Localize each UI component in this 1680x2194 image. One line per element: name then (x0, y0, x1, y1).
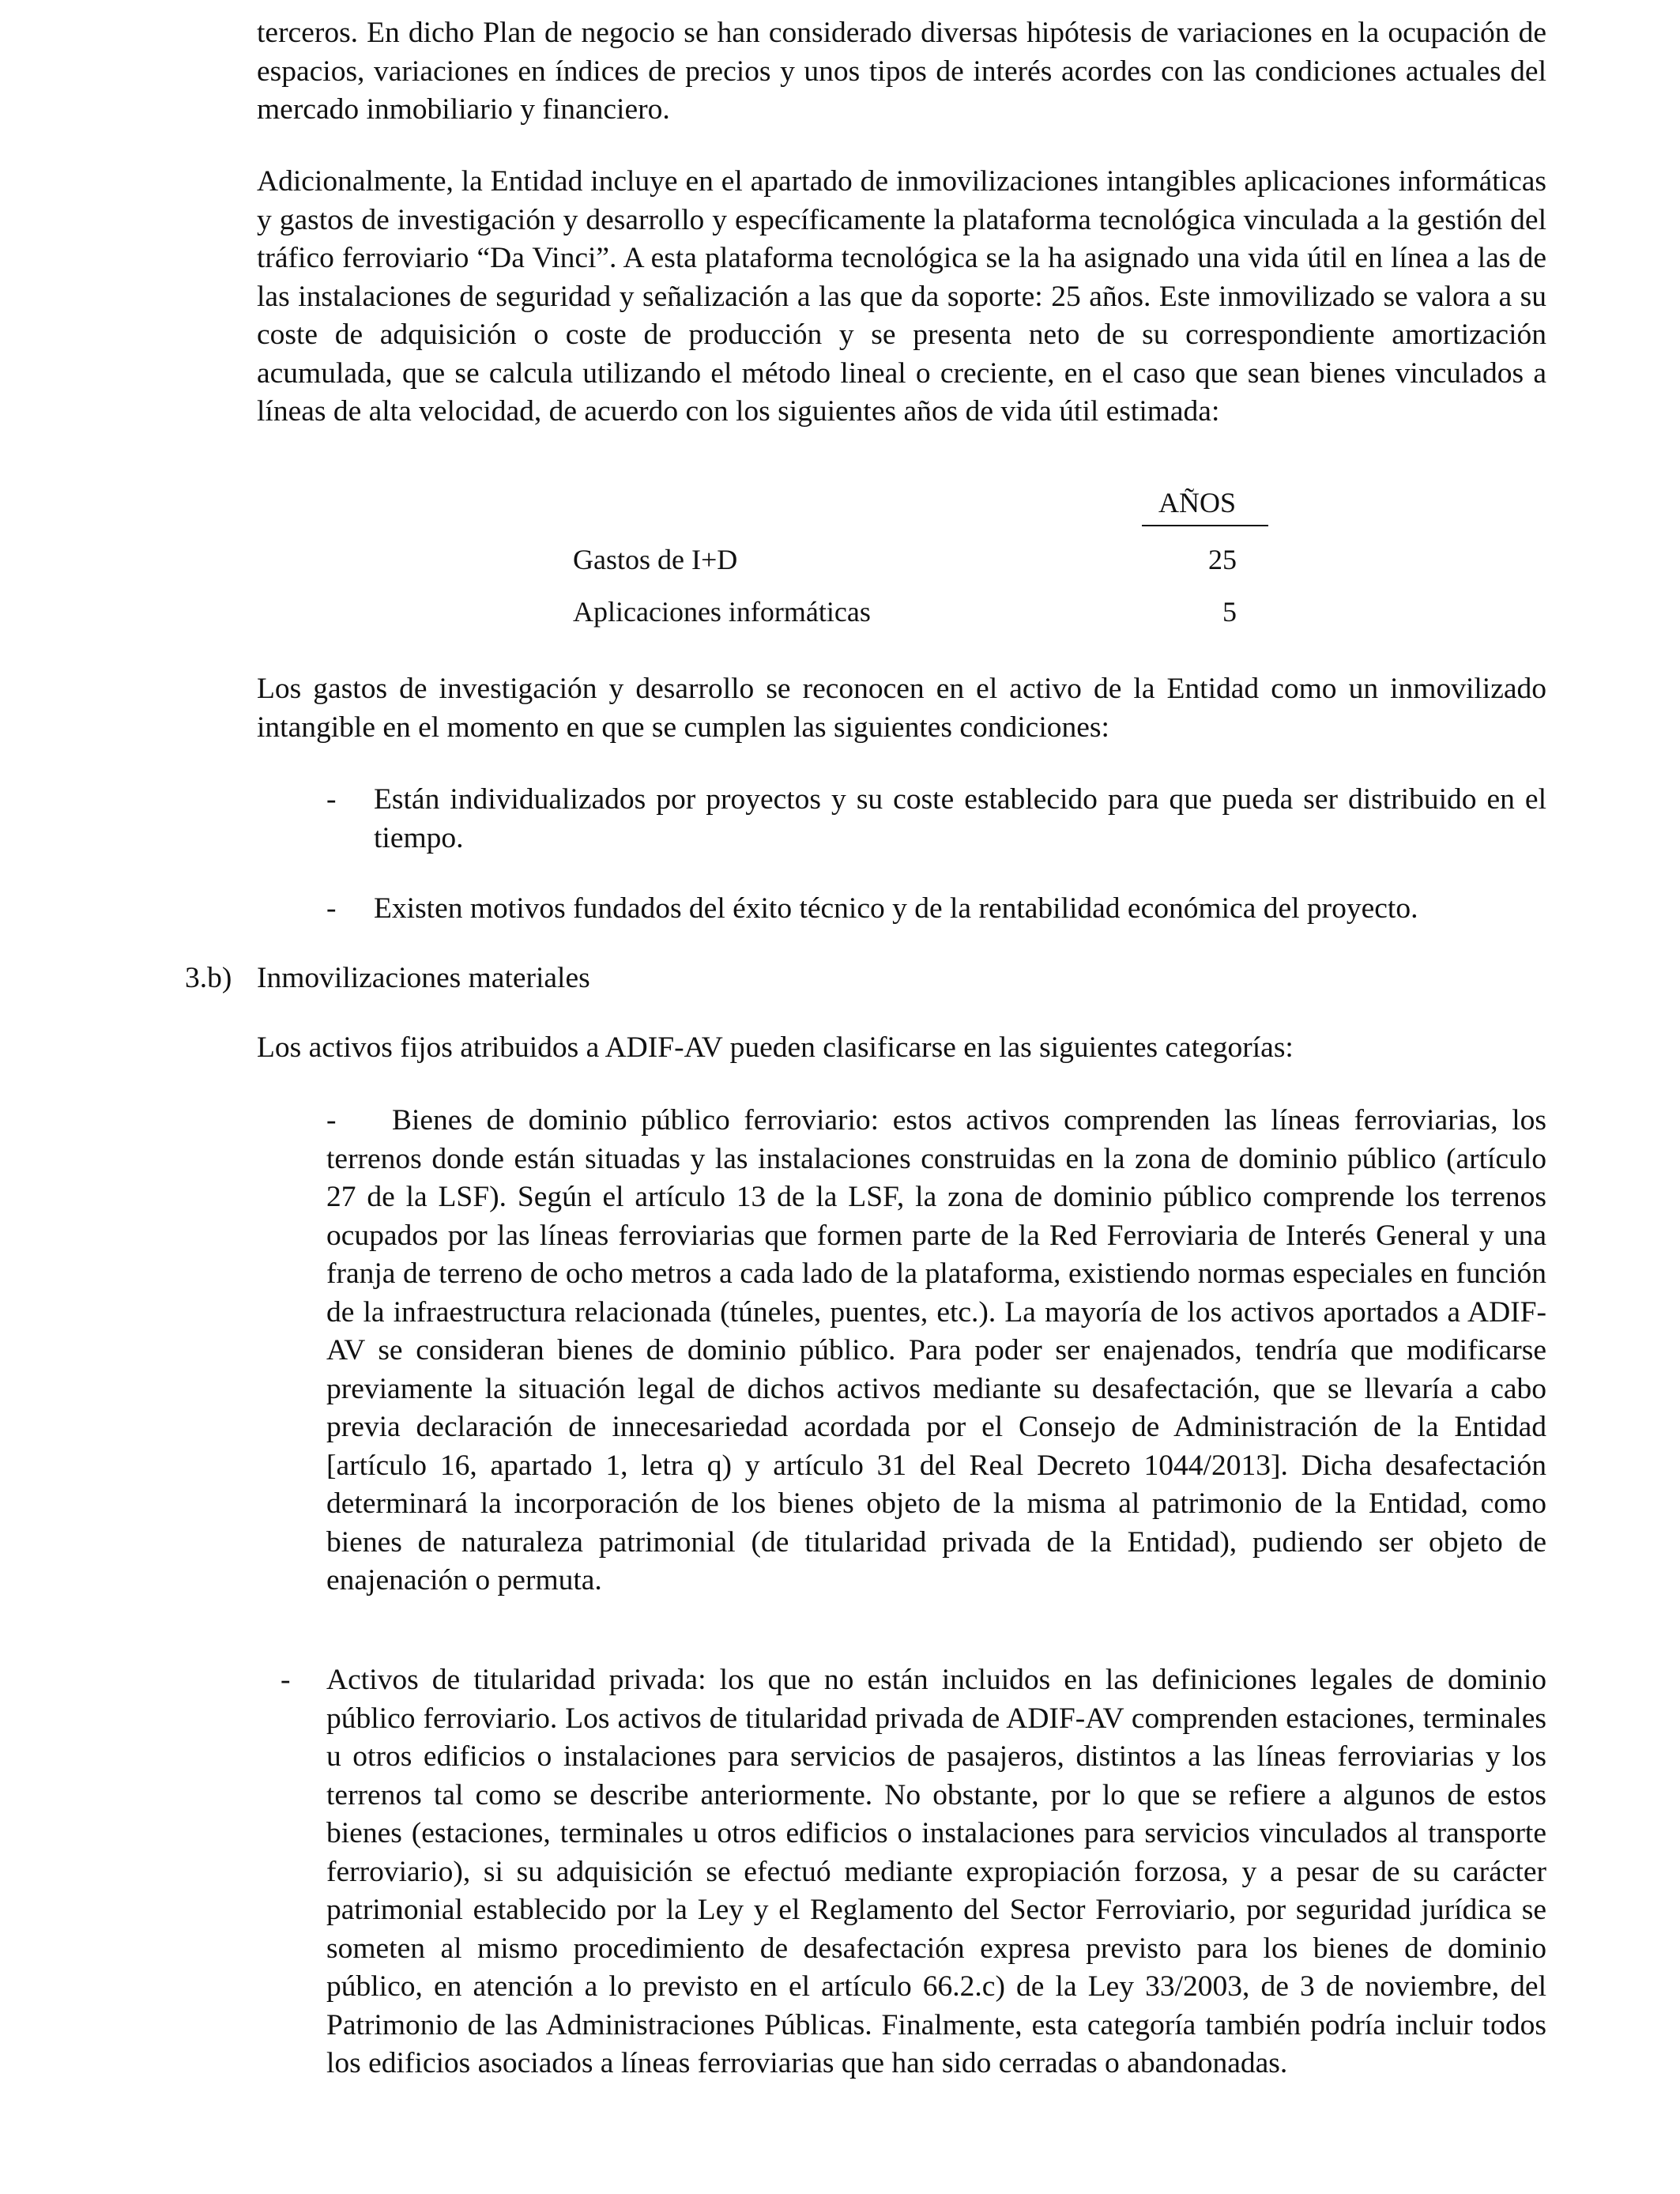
list-dash: - (281, 1664, 291, 1696)
list-item-category-public-domain (326, 1102, 1546, 1600)
table-row (573, 593, 1284, 631)
list-item-category-private (281, 1661, 1546, 2083)
section-title: Inmovilizaciones materiales (257, 962, 590, 994)
useful-life-table (573, 484, 1284, 634)
table-row-label: Gastos de I+D (573, 544, 738, 575)
section-number: 3.b) (185, 962, 232, 994)
list-dash: - (326, 783, 337, 816)
table-row-label: Aplicaciones informáticas (573, 596, 871, 628)
list-item-condition (326, 781, 1546, 858)
list-item-text: Activos de titularidad privada: los que no están incluidos en las definiciones legales de dominio público ferroviario. Los activos de titularidad privada de ADIF-AV comprenden estaciones, terminales u otros edificios o instalaciones para servicios de pasajeros, distintos a las líneas ferroviarias y los terrenos tal como se describe anteriormente. No obstante, por lo que se refiere a algunos de estos bienes (estaciones, terminales u otros edificios o instalaciones para servicios vinculados al transporte ferroviario), si su adquisición se efectuó mediante expropiación forzosa, y a pesar de su carácter patrimonial establecido por la Ley y el Reglamento del Sector Ferroviario, por seguridad jurídica se someten al mismo procedimiento de desafectación expresa previsto para los bienes de dominio público, en atención a lo previsto en el artículo 66.2.c) de la Ley 33/2003, de 3 de noviembre, del Patrimonio de las Administraciones Públicas. Finalmente, esta categoría también podría incluir todos los edificios asociados a líneas ferroviarias que han sido cerradas o abandonadas. (326, 1664, 1546, 2079)
table-row-value: 5 (1222, 596, 1237, 628)
list-item-text: Bienes de dominio público ferroviario: estos activos comprenden las líneas ferroviarias, los terrenos donde están situadas y las instalaciones construidas en la zona de dominio público (artículo 27 de la LSF). Según el artículo 13 de la LSF, la zona de dominio público comprende los terrenos ocupados por las líneas ferroviarias que formen parte de la Red Ferroviaria de Interés General y una franja de terreno de ocho metros a cada lado de la plataforma, existiendo normas especiales en función de la infraestructura relacionada (túneles, puentes, etc.). La mayoría de los activos aportados a ADIF-AV se consideran bienes de dominio público. Para poder ser enajenados, tendría que modificarse previamente la situación legal de dichos activos mediante su desafectación, que se llevaría a cabo previa declaración de innecesariedad acordada por el Consejo de Administración de la Entidad [artículo 16, apartado 1, letra q) y artículo 31 del Real Decreto 1044/2013]. Dicha desafectación determinará la incorporación de los bienes objeto de la misma al patrimonio de la Entidad, como bienes de naturaleza patrimonial (de titularidad privada de la Entidad), pudiendo ser objeto de enajenación o permuta. (326, 1104, 1547, 1596)
paragraph-fixed-assets-intro: Los activos fijos atribuidos a ADIF-AV pueden clasificarse en las siguientes categorías: (257, 1031, 1294, 1064)
paragraph-business-plan: terceros. En dicho Plan de negocio se han considerado diversas hipótesis de variaciones en la ocupación de espacios, variaciones en índices de precios y unos tipos de interés acordes con las condiciones actuales del mercado inmobiliario y financiero. (257, 17, 1546, 126)
table-header-years: AÑOS (1158, 487, 1236, 518)
list-item-text: Están individualizados por proyectos y su coste establecido para que pueda ser distribuido en el tiempo. (374, 783, 1546, 854)
paragraph-intangible-assets: Adicionalmente, la Entidad incluye en el apartado de inmovilizaciones intangibles aplicaciones informáticas y gastos de investigación y desarrollo y específicamente la plataforma tecnológica vinculada a la gestión del tráfico ferroviario “Da Vinci”. A esta plataforma tecnológica se la ha asignado una vida útil en línea a las de las instalaciones de seguridad y señalización a las que da soporte: 25 años. Este inmovilizado se valora a su coste de adquisición o coste de producción y se presenta neto de su correspondiente amortización acumulada, que se calcula utilizando el método lineal o creciente, en el caso que sean bienes vinculados a líneas de alta velocidad, de acuerdo con los siguientes años de vida útil estimada: (257, 165, 1546, 428)
list-dash: - (326, 1104, 337, 1137)
table-header-underline (1142, 525, 1268, 526)
paragraph-rd-conditions: Los gastos de investigación y desarrollo se reconocen en el activo de la Entidad como un inmovilizado intangible en el momento en que se cumplen las siguientes condiciones: (257, 673, 1546, 744)
table-row (573, 541, 1284, 579)
list-item-condition (326, 890, 1546, 929)
list-item-text: Existen motivos fundados del éxito técnico y de la rentabilidad económica del proyecto. (374, 892, 1418, 925)
table-row-value: 25 (1208, 544, 1237, 575)
list-dash: - (326, 892, 337, 925)
